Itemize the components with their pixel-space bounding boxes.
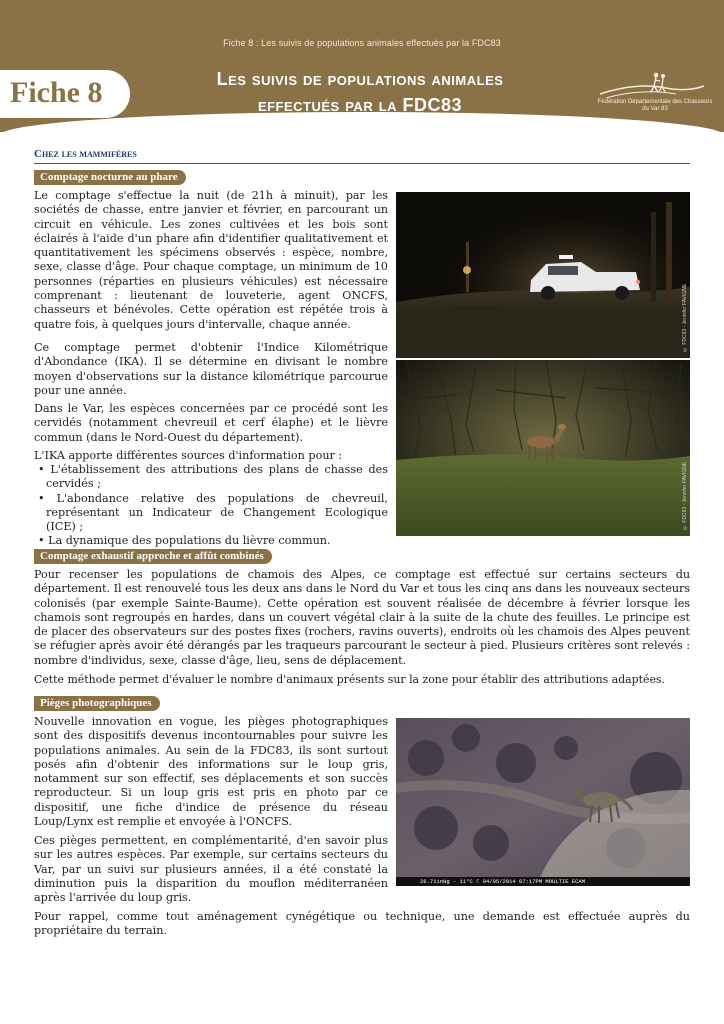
subheading-comptage-nocturne: Comptage nocturne au phare (34, 170, 186, 185)
pieges-paragraph-1: Nouvelle innovation en vogue, les pièges photographiques sont des dispositifs devenus incontournables pour suivre les populations animales. Au sein de la FDC83, ils sont surtout posés afin d'obtenir des informations sur le loup gris, notamment sur son effectif, ses déplacements et son succès reproducteur. Si un loup gris est pris en photo par ce dispositif, une fiche d'indice de présence du réseau Loup/Lynx est remplie et envoyée à l'ONCFS. (34, 715, 388, 829)
subheading-comptage-exhaustif: Comptage exhaustif approche et affût combinés (34, 549, 272, 564)
top-caption: Fiche 8 : Les suivis de populations animales effectués par la FDC83 (223, 38, 501, 48)
list-item: • L'établissement des attributions des plans de chasse des cervidés ; (38, 463, 388, 491)
photo-deer-scene (396, 360, 690, 536)
page-title-line1: Les suivis de populations animales (216, 69, 504, 89)
photo-camera-trap-wolf (396, 718, 690, 886)
photo-night-vehicle (396, 192, 690, 358)
exhaustif-paragraph-1: Pour recenser les populations de chamois des Alpes, ce comptage est effectué sur certains secteurs du département. Il est renouvelé tous les deux ans dans le Nord du Var et tous les cinq ans dans les nouveaux secteurs colonisés (par exemple Sainte-Baume). Cette opération est souvent réalisée de décembre à février lorsque les chamois sont regroupés en hardes, dans un couvert végétal clair à la suite de la chute des feuilles. Le principe est de placer des observateurs sur des postes fixes (rochers, ravins ouverts), endroits où les chamois des Alpes peuvent se réfugier après avoir été dérangés par les traqueurs parcourant le secteur à pied. Plusieurs critères sont relevés : nombre d'individus, sexe, classe d'âge, lieu, sens de déplacement. (34, 568, 690, 667)
list-item: • L'abondance relative des populations de chevreuil, représentant un Indicateur de Changement Ecologique (ICE) ; (38, 491, 388, 534)
nocturne-paragraph-3: Dans le Var, les espèces concernées par ce procédé sont les cervidés (notamment chevreuil et cerf élaphe) et le lièvre commun (dans le Nord-Ouest du département). (34, 402, 388, 444)
pieges-paragraph-3: Pour rappel, comme tout aménagement cynégétique ou technique, une demande est effectuée auprès du propriétaire du terrain. (34, 910, 690, 938)
federation-logo-text (596, 99, 714, 113)
photo-credit: © FDC83 - Jennifer FAVIGNE (682, 461, 688, 530)
nocturne-paragraph-2: Ce comptage permet d'obtenir l'Indice Kilométrique d'Abondance (IKA). Il se détermine en divisant le nombre moyen d'observations sur la distance kilométrique parcourue pour une année. (34, 341, 388, 397)
fiche-label: Fiche 8 (10, 76, 103, 109)
nocturne-paragraph-4: L'IKA apporte différentes sources d'information pour : (34, 449, 343, 462)
page-title (190, 66, 530, 118)
photo-camera-trap-scene (396, 718, 690, 886)
photo-credit: © FDC83 - Jennifer FAVIGNE (682, 283, 688, 352)
photo-deer-night (396, 360, 690, 536)
page-title-line2: effectués par la FDC83 (257, 95, 463, 115)
photo-night-vehicle-scene (396, 192, 690, 358)
section-rule (34, 163, 690, 164)
logo-line1: Fédération Départementale des Chasseurs (597, 99, 713, 105)
exhaustif-paragraph-2: Cette méthode permet d'évaluer le nombre d'animaux présents sur la zone pour établir des attributions adaptées. (34, 673, 665, 686)
ika-bullet-list (34, 463, 388, 549)
pieges-paragraph-2: Ces pièges permettent, en complémentarité, d'en savoir plus sur les autres espèces. Par exemple, sur certains secteurs du Var, par un suivi sur plusieurs années, il a été constaté la diminution puis la disparition du mouflon méditerranéen après l'arrivée du loup gris. (34, 834, 388, 905)
section-title: Chez les mammifères (34, 148, 137, 160)
logo-line2: du Var 83 (642, 106, 668, 112)
subheading-pieges-photographiques: Pièges photographiques (34, 696, 160, 711)
nocturne-paragraph-1: Le comptage s'effectue la nuit (de 21h à minuit), par les sociétés de chasse, entre janvier et février, en parcourant un circuit en véhicule. Les zones cultivées et les bois sont éclairés à l'aide d'un phare afin d'identifier qualitativement et quantitativement les spécimens observés : espèce, nombre, sexe, classe d'âge. Pour chaque comptage, un minimum de 10 personnes (réparties en plusieurs véhicules) est nécessaire comprenant : lieutenant de louveterie, agent ONCFS, chasseurs et bénévoles. Cette opération est répétée trois à quatre fois, à quelques jours d'intervalle, chaque année. (34, 189, 388, 331)
camera-trap-stamp: 26.71inHg - 11°C ☾ 04/05/2014 07:17PM MOULTIE ECAM (420, 878, 586, 885)
list-item: • La dynamique des populations du lièvre commun. (38, 534, 331, 548)
